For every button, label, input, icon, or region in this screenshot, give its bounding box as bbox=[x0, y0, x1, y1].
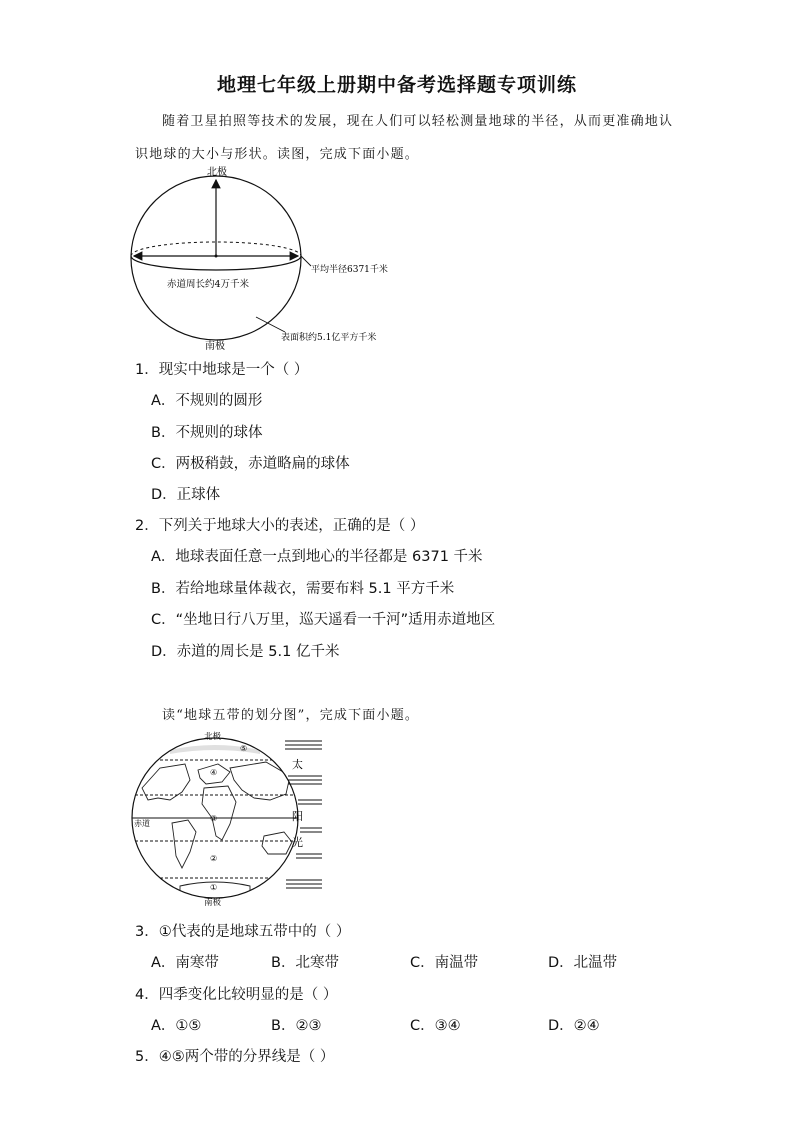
sun-char-1: 太 bbox=[292, 758, 303, 771]
equator-front bbox=[131, 256, 301, 270]
question-2-stem: 2．下列关于地球大小的表述，正确的是（ ） bbox=[135, 518, 425, 534]
q2-option-c[interactable]: C．“坐地日行八万里，巡天遥看一千河”适用赤道地区 bbox=[151, 612, 496, 628]
q1-option-a[interactable]: A．不规则的圆形 bbox=[151, 393, 263, 409]
south-pole-label: 南极 bbox=[204, 898, 222, 906]
q4-option-c[interactable]: C．③④ bbox=[410, 1018, 461, 1034]
q3-option-c[interactable]: C．南温带 bbox=[410, 955, 479, 971]
sun-char-3: 光 bbox=[292, 836, 303, 849]
q3-option-d[interactable]: D．北温带 bbox=[548, 955, 618, 971]
q2-option-a[interactable]: A．地球表面任意一点到地心的半径都是 6371 千米 bbox=[151, 549, 483, 565]
continent-australia bbox=[262, 832, 292, 854]
earth-size-diagram bbox=[125, 160, 415, 355]
equator-label: 赤道 bbox=[134, 819, 150, 828]
zone-mark-3: ③ bbox=[210, 814, 218, 823]
south-pole-label: 南极 bbox=[205, 341, 225, 352]
zone-mark-1: ① bbox=[210, 883, 218, 892]
zone-mark-2: ② bbox=[210, 854, 218, 863]
q3-option-b[interactable]: B．北寒带 bbox=[271, 955, 339, 971]
question-1-stem: 1．现实中地球是一个（ ） bbox=[135, 362, 309, 378]
question-4-stem: 4．四季变化比较明显的是（ ） bbox=[135, 987, 338, 1003]
q1-option-c[interactable]: C．两极稍鼓，赤道略扁的球体 bbox=[151, 456, 350, 472]
intro-line-1: 随着卫星拍照等技术的发展，现在人们可以轻松测量地球的半径，从而更准确地认 bbox=[162, 114, 674, 129]
q1-option-b[interactable]: B．不规则的球体 bbox=[151, 425, 263, 441]
q1-option-d[interactable]: D．正球体 bbox=[151, 487, 221, 503]
q4-option-a[interactable]: A．①⑤ bbox=[151, 1018, 202, 1034]
intro-2: 读“地球五带的划分图”，完成下面小题。 bbox=[162, 708, 420, 723]
sun-char-2: 阳 bbox=[292, 810, 303, 823]
question-3-stem: 3．①代表的是地球五带中的（ ） bbox=[135, 924, 351, 940]
q3-option-a[interactable]: A．南寒带 bbox=[151, 955, 219, 971]
question-5-stem: 5．④⑤两个带的分界线是（ ） bbox=[135, 1049, 335, 1065]
continent-asia bbox=[230, 762, 290, 800]
mean-radius-label: 平均半径6371千米 bbox=[311, 265, 388, 275]
continent-africa bbox=[202, 786, 236, 840]
zone-mark-4: ④ bbox=[210, 768, 218, 777]
q4-option-b[interactable]: B．②③ bbox=[271, 1018, 322, 1034]
intro-line-2: 识地球的大小与形状。读图，完成下面小题。 bbox=[135, 147, 420, 162]
surface-area-label: 表面积约5.1亿平方千米 bbox=[281, 333, 377, 343]
q2-option-d[interactable]: D．赤道的周长是 5.1 亿千米 bbox=[151, 644, 340, 660]
continent-south-america bbox=[172, 820, 196, 868]
sunlight-rays bbox=[285, 741, 322, 888]
north-pole-label: 北极 bbox=[207, 167, 227, 178]
equator-length-label: 赤道周长约4万千米 bbox=[167, 279, 250, 290]
q4-option-d[interactable]: D．②④ bbox=[548, 1018, 600, 1034]
zone-mark-5: ⑤ bbox=[240, 744, 248, 753]
q2-option-b[interactable]: B．若给地球量体裁衣，需要布料 5.1 平方千米 bbox=[151, 581, 455, 597]
five-zones-diagram bbox=[130, 728, 325, 906]
page-title: 地理七年级上册期中备考选择题专项训练 bbox=[216, 74, 577, 96]
north-pole-label: 北极 bbox=[204, 732, 222, 742]
